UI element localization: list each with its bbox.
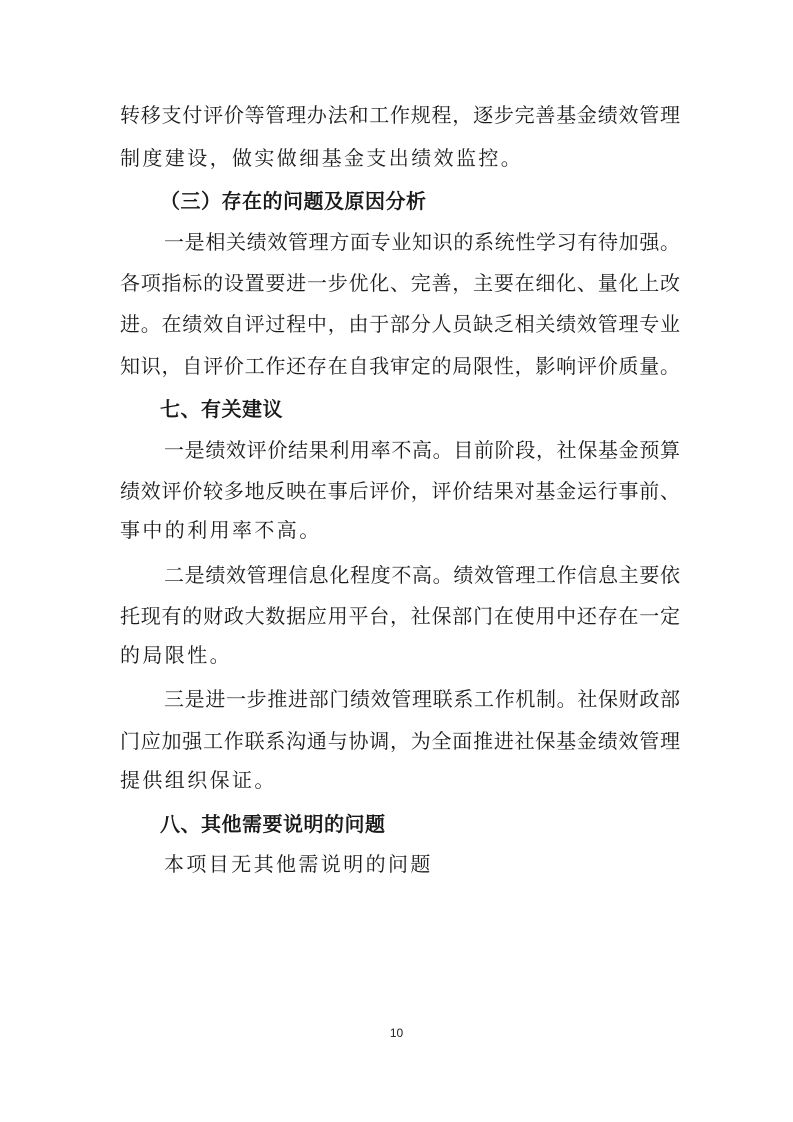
paragraph-4-line-3: 的局限性。 [120,643,232,667]
paragraph-5-line-1: 三是进一步推进部门绩效管理联系工作机制。社保财政部 [164,687,680,711]
paragraph-1-line-1: 转移支付评价等管理办法和工作规程，逐步完善基金绩效管理 [120,103,680,127]
paragraph-3-line-2: 绩效评价较多地反映在事后评价，评价结果对基金运行事前、 [120,479,680,503]
paragraph-2-line-4: 知识，自评价工作还存在自我审定的局限性，影响评价质量。 [120,354,680,378]
paragraph-2-line-3: 进。在绩效自评过程中，由于部分人员缺乏相关绩效管理专业 [120,312,680,336]
paragraph-4-line-2: 托现有的财政大数据应用平台，社保部门在使用中还存在一定 [120,604,680,628]
paragraph-5-line-2: 门应加强工作联系沟通与协调，为全面推进社保基金绩效管理 [120,729,680,753]
paragraph-5-line-3: 提供组织保证。 [120,768,277,792]
paragraph-6-line-1: 本项目无其他需说明的问题 [164,852,433,876]
paragraph-4-line-1: 二是绩效管理信息化程度不高。绩效管理工作信息主要依 [164,563,680,587]
paragraph-3-line-3: 事中的利用率不高。 [120,518,322,542]
page-number: 10 [389,1026,404,1040]
section-heading-suggestions: 七、有关建议 [160,397,283,421]
paragraph-2-line-1: 一是相关绩效管理方面专业知识的系统性学习有待加强。 [164,230,680,254]
paragraph-1-line-2: 制度建设，做实做细基金支出绩效监控。 [120,146,524,170]
section-heading-other: 八、其他需要说明的问题 [160,812,386,836]
paragraph-3-line-1: 一是绩效评价结果利用率不高。目前阶段，社保基金预算 [164,438,680,462]
section-heading-problems: （三）存在的问题及原因分析 [160,189,427,213]
paragraph-2-line-2: 各项指标的设置要进一步优化、完善，主要在细化、量化上改 [120,271,680,295]
